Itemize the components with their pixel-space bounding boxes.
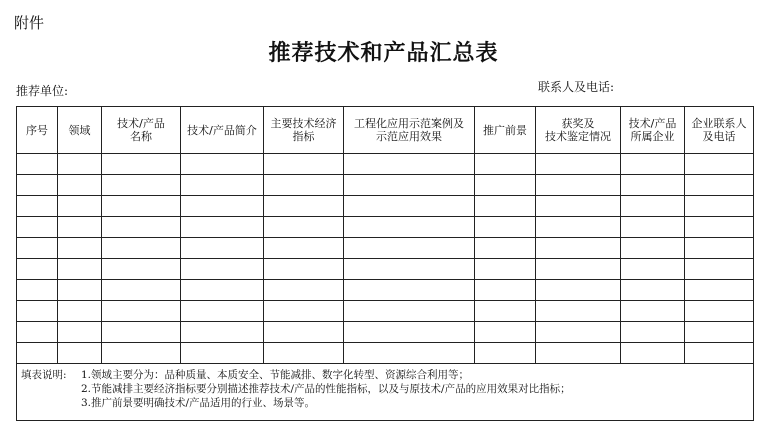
table-cell[interactable] — [536, 259, 621, 280]
table-cell[interactable] — [344, 196, 475, 217]
table-cell[interactable] — [475, 238, 536, 259]
table-cell[interactable] — [621, 217, 685, 238]
table-cell[interactable] — [475, 301, 536, 322]
table-cell[interactable] — [536, 343, 621, 364]
attachment-label: 附件 — [14, 14, 45, 32]
table-cell[interactable] — [17, 238, 58, 259]
header-demo-cases: 工程化应用示范案例及 示范应用效果 — [344, 107, 475, 154]
table-cell[interactable] — [344, 343, 475, 364]
table-cell[interactable] — [181, 322, 264, 343]
table-cell[interactable] — [102, 280, 181, 301]
table-cell[interactable] — [685, 238, 754, 259]
table-cell[interactable] — [181, 238, 264, 259]
table-body — [17, 154, 754, 364]
table-cell[interactable] — [102, 154, 181, 175]
header-row — [17, 107, 754, 154]
table-cell[interactable] — [17, 280, 58, 301]
table-cell[interactable] — [475, 217, 536, 238]
contact-label: 联系人及电话: — [538, 80, 615, 94]
table-cell[interactable] — [621, 301, 685, 322]
table-cell[interactable] — [58, 217, 102, 238]
table-cell[interactable] — [685, 343, 754, 364]
table-cell[interactable] — [621, 175, 685, 196]
table-cell[interactable] — [181, 175, 264, 196]
table-cell[interactable] — [685, 217, 754, 238]
table-cell[interactable] — [181, 196, 264, 217]
table-row — [17, 175, 754, 196]
header-product-name: 技术/产品 名称 — [102, 107, 181, 154]
table-row — [17, 301, 754, 322]
header-key-indicators: 主要技术经济 指标 — [264, 107, 344, 154]
table-cell[interactable] — [181, 154, 264, 175]
header-company: 技术/产品 所属企业 — [621, 107, 685, 154]
table-row — [17, 196, 754, 217]
table-cell[interactable] — [102, 217, 181, 238]
table-cell[interactable] — [344, 175, 475, 196]
table-cell[interactable] — [475, 175, 536, 196]
table-cell[interactable] — [264, 196, 344, 217]
table-cell[interactable] — [102, 196, 181, 217]
table-cell[interactable] — [264, 301, 344, 322]
table-cell[interactable] — [17, 301, 58, 322]
table-cell[interactable] — [536, 217, 621, 238]
table-cell[interactable] — [685, 196, 754, 217]
table-cell[interactable] — [475, 259, 536, 280]
table-cell[interactable] — [58, 175, 102, 196]
table-cell[interactable] — [621, 196, 685, 217]
table-cell[interactable] — [17, 196, 58, 217]
table-cell[interactable] — [17, 217, 58, 238]
table-cell[interactable] — [181, 280, 264, 301]
table-cell[interactable] — [344, 154, 475, 175]
note-line-2 — [21, 382, 749, 396]
note-item-3: 3.推广前景要明确技术/产品适用的行业、场景等。 — [81, 397, 316, 409]
summary-table — [16, 106, 754, 421]
table-cell[interactable] — [536, 238, 621, 259]
table-cell[interactable] — [536, 175, 621, 196]
table-cell[interactable] — [264, 280, 344, 301]
table-cell[interactable] — [264, 175, 344, 196]
header-field: 领域 — [58, 107, 102, 154]
table-cell[interactable] — [58, 301, 102, 322]
table-cell[interactable] — [17, 175, 58, 196]
table-cell[interactable] — [58, 238, 102, 259]
table-cell[interactable] — [475, 154, 536, 175]
table-cell[interactable] — [536, 301, 621, 322]
table-cell[interactable] — [102, 322, 181, 343]
table-cell[interactable] — [102, 238, 181, 259]
table-cell[interactable] — [685, 259, 754, 280]
notes-label: 填表说明: — [21, 369, 67, 381]
table-cell[interactable] — [621, 343, 685, 364]
table-cell[interactable] — [536, 196, 621, 217]
table-cell[interactable] — [264, 238, 344, 259]
table-cell[interactable] — [102, 175, 181, 196]
table-cell[interactable] — [621, 259, 685, 280]
page-title: 推荐技术和产品汇总表 — [268, 40, 499, 66]
table-cell[interactable] — [344, 238, 475, 259]
table-cell[interactable] — [475, 322, 536, 343]
table-cell[interactable] — [102, 301, 181, 322]
table-cell[interactable] — [58, 343, 102, 364]
table-cell[interactable] — [344, 322, 475, 343]
table-cell[interactable] — [621, 154, 685, 175]
table-cell[interactable] — [685, 175, 754, 196]
header-awards: 获奖及 技术鉴定情况 — [536, 107, 621, 154]
header-product-intro: 技术/产品简介 — [181, 107, 264, 154]
table-cell[interactable] — [264, 343, 344, 364]
table-cell[interactable] — [17, 343, 58, 364]
table-cell[interactable] — [475, 280, 536, 301]
notes-cell — [17, 364, 754, 421]
table-cell[interactable] — [264, 154, 344, 175]
table-row — [17, 154, 754, 175]
table-row — [17, 259, 754, 280]
table-cell[interactable] — [685, 322, 754, 343]
header-prospects: 推广前景 — [475, 107, 536, 154]
table-cell[interactable] — [264, 217, 344, 238]
notes-row — [17, 364, 754, 421]
table-cell[interactable] — [264, 259, 344, 280]
table-cell[interactable] — [58, 196, 102, 217]
table-cell[interactable] — [536, 322, 621, 343]
table-cell[interactable] — [475, 196, 536, 217]
table-cell[interactable] — [621, 238, 685, 259]
table-cell[interactable] — [102, 343, 181, 364]
header-contact: 企业联系人 及电话 — [685, 107, 754, 154]
table-cell[interactable] — [181, 217, 264, 238]
table-cell[interactable] — [621, 322, 685, 343]
table-cell[interactable] — [621, 280, 685, 301]
table-cell[interactable] — [685, 154, 754, 175]
table-cell[interactable] — [475, 343, 536, 364]
recommending-unit-label: 推荐单位: — [16, 84, 69, 98]
header-seq: 序号 — [17, 107, 58, 154]
table-cell[interactable] — [58, 259, 102, 280]
table-cell[interactable] — [17, 322, 58, 343]
table-cell[interactable] — [181, 301, 264, 322]
table-row — [17, 322, 754, 343]
table-cell[interactable] — [58, 280, 102, 301]
table-cell[interactable] — [181, 259, 264, 280]
note-item-2: 2.节能减排主要经济指标要分别描述推荐技术/产品的性能指标，以及与原技术/产品的应用效果对比指标； — [81, 383, 571, 395]
table-row — [17, 280, 754, 301]
table-cell[interactable] — [344, 217, 475, 238]
table-cell[interactable] — [58, 154, 102, 175]
note-line-3 — [21, 396, 749, 410]
note-line-1 — [21, 368, 749, 382]
table-row — [17, 238, 754, 259]
table-cell[interactable] — [17, 154, 58, 175]
table-cell[interactable] — [181, 343, 264, 364]
table-row — [17, 217, 754, 238]
table-cell[interactable] — [102, 259, 181, 280]
table-cell[interactable] — [685, 301, 754, 322]
table-cell[interactable] — [344, 259, 475, 280]
table-cell[interactable] — [344, 301, 475, 322]
note-item-1: 1.领域主要分为：品种质量、本质安全、节能减排、数字化转型、资源综合利用等； — [81, 369, 470, 381]
table-cell[interactable] — [17, 259, 58, 280]
table-row — [17, 343, 754, 364]
table-cell[interactable] — [58, 322, 102, 343]
table-cell[interactable] — [536, 154, 621, 175]
table-cell[interactable] — [685, 280, 754, 301]
table-cell[interactable] — [536, 280, 621, 301]
table-cell[interactable] — [344, 280, 475, 301]
table-cell[interactable] — [264, 322, 344, 343]
